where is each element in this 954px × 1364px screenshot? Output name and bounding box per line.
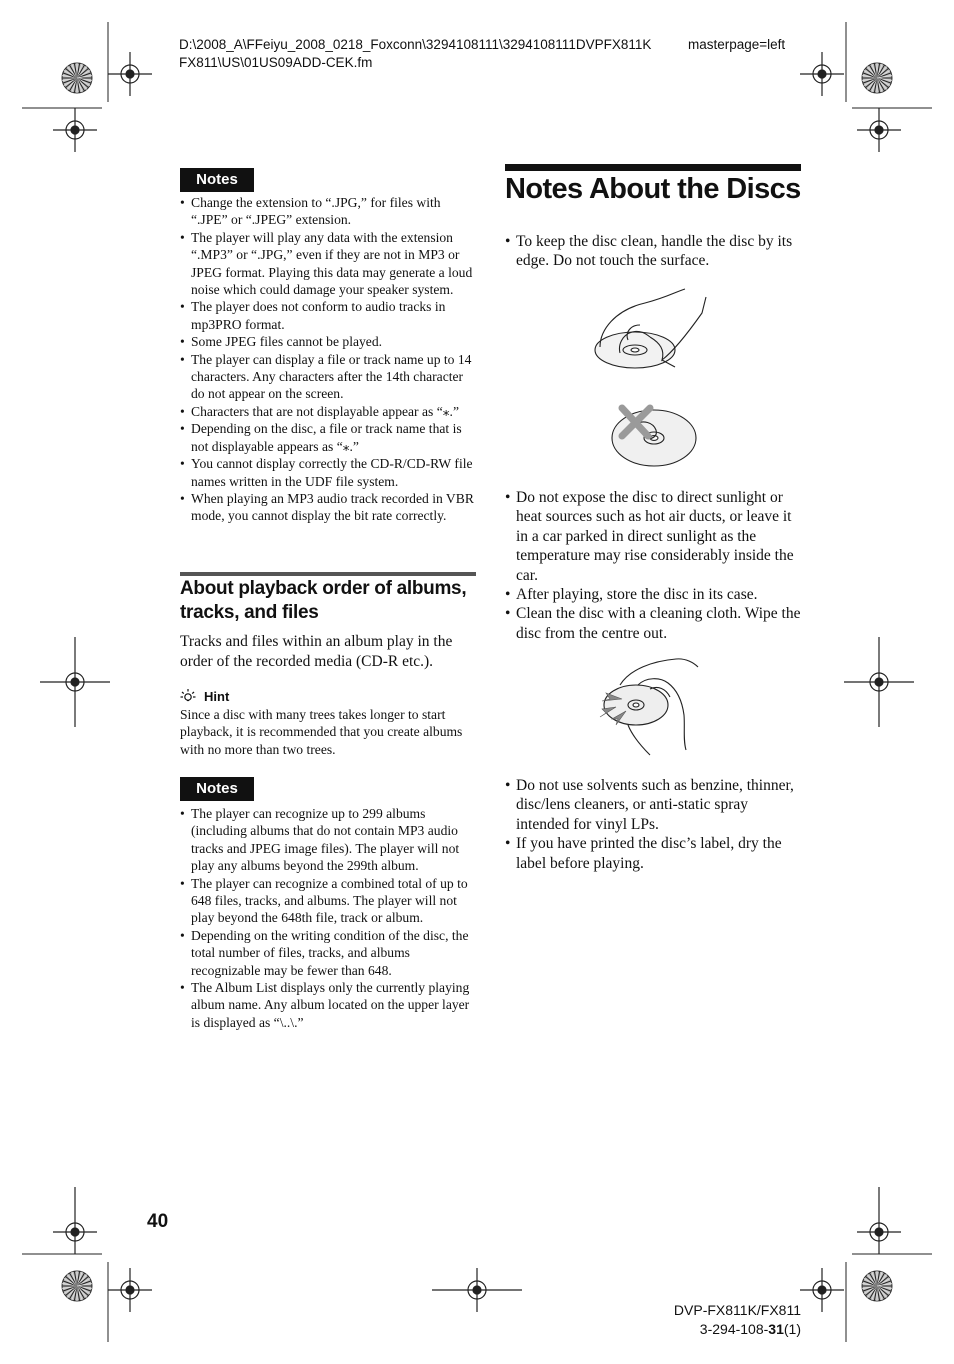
note-item: • The player can display a file or track name up to 14 characters. Any characters after the 14th character do not appear on the screen. [180,351,476,403]
cleaning-disc-illustration [598,655,708,757]
file-path-line-2: FX811\US\01US09ADD-CEK.fm [179,55,373,70]
disc-care-list-3 [505,776,803,873]
note-item: • Characters that are not displayable appear as “⁎.” [180,403,476,420]
footer-code-suffix: (1) [783,1321,801,1337]
disc-care-list-1 [505,232,803,271]
hint-label: Hint [204,688,230,704]
starburst-target-icon [862,63,892,93]
handle-disc-illustration [590,285,720,375]
disc-care-item: • If you have printed the disc’s label, dry the label before playing. [505,834,803,873]
page-title: Notes About the Discs [505,173,801,205]
lightbulb-icon [180,687,196,705]
note-item: • You cannot display correctly the CD-R/CD-RW file names written in the UDF file system. [180,455,476,490]
disc-care-item: • Clean the disc with a cleaning cloth. Wipe the disc from the centre out. [505,604,803,643]
title-rule [505,164,801,171]
note-item: • The player will play any data with the extension “.MP3” or “.JPG,” even if they are not in MP3 or JPEG format. Playing this data may generate a loud noise which could damage your speaker system. [180,229,476,299]
note-item: • Depending on the disc, a file or track name that is not displayable appears as “⁎.” [180,420,476,455]
playback-order-text: Tracks and files within an album play in the order of the recorded media (CD-R etc.). [180,633,453,670]
footer-model: DVP-FX811K/FX811 [673,1302,801,1318]
disc-care-item: • To keep the disc clean, handle the disc by its edge. Do not touch the surface. [505,232,803,271]
note-item: • The player does not conform to audio tracks in mp3PRO format. [180,298,476,333]
notes-list-2 [180,805,476,1031]
note-item: • The Album List displays only the currently playing album name. Any album located on the upper layer is displayed as “\..\.” [180,979,476,1031]
note-item: • Depending on the writing condition of the disc, the total number of files, tracks, and albums recognizable may be fewer than 648. [180,927,476,979]
note-item: • The player can recognize up to 299 albums (including albums that do not contain MP3 audio tracks and JPEG image files). The player will not play any albums beyond the 299th album. [180,805,476,875]
master-page-label: masterpage=left [688,37,786,52]
do-not-touch-illustration [608,402,700,470]
notes-label-1: Notes [180,168,254,192]
footer-code [700,1320,801,1339]
note-item: • Change the extension to “.JPG,” for files with “.JPE” or “.JPEG” extension. [180,194,476,229]
note-item: • Some JPEG files cannot be played. [180,333,476,350]
hint-header [180,687,229,707]
footer-code-prefix: 3-294-108- [699,1321,769,1337]
playback-order-heading: About playback order of albums, tracks, and files [180,578,467,623]
file-path-line-1: D:\2008_A\FFeiyu_2008_0218_Foxconn\3294108111\3294108111DVPFX811K [179,37,652,52]
notes-list-1 [180,194,476,525]
disc-care-item: • After playing, store the disc in its case. [505,585,803,604]
starburst-target-icon [62,1271,92,1301]
disc-care-item: • Do not expose the disc to direct sunlight or heat sources such as hot air ducts, or leave it in a car parked in direct sunlight as the temperature may rise considerably inside the car. [505,488,803,585]
notes-label-2: Notes [180,777,254,801]
note-item: • The player can recognize a combined total of up to 648 files, tracks, and albums. The player will not play beyond the 648th file, track or album. [180,875,476,927]
hint-text: Since a disc with many trees takes longer to start playback, it is recommended that you create albums with no more than two trees. [180,707,463,757]
starburst-target-icon [62,63,92,93]
starburst-target-icon [862,1271,892,1301]
disc-care-list-2 [505,488,803,643]
section-divider [180,572,476,576]
page-number: 40 [147,1211,169,1232]
note-item: • When playing an MP3 audio track recorded in VBR mode, you cannot display the bit rate correctly. [180,490,476,525]
disc-care-item: • Do not use solvents such as benzine, thinner, disc/lens cleaners, or anti-static spray intended for vinyl LPs. [505,776,803,834]
footer-code-bold: 31 [768,1321,784,1337]
